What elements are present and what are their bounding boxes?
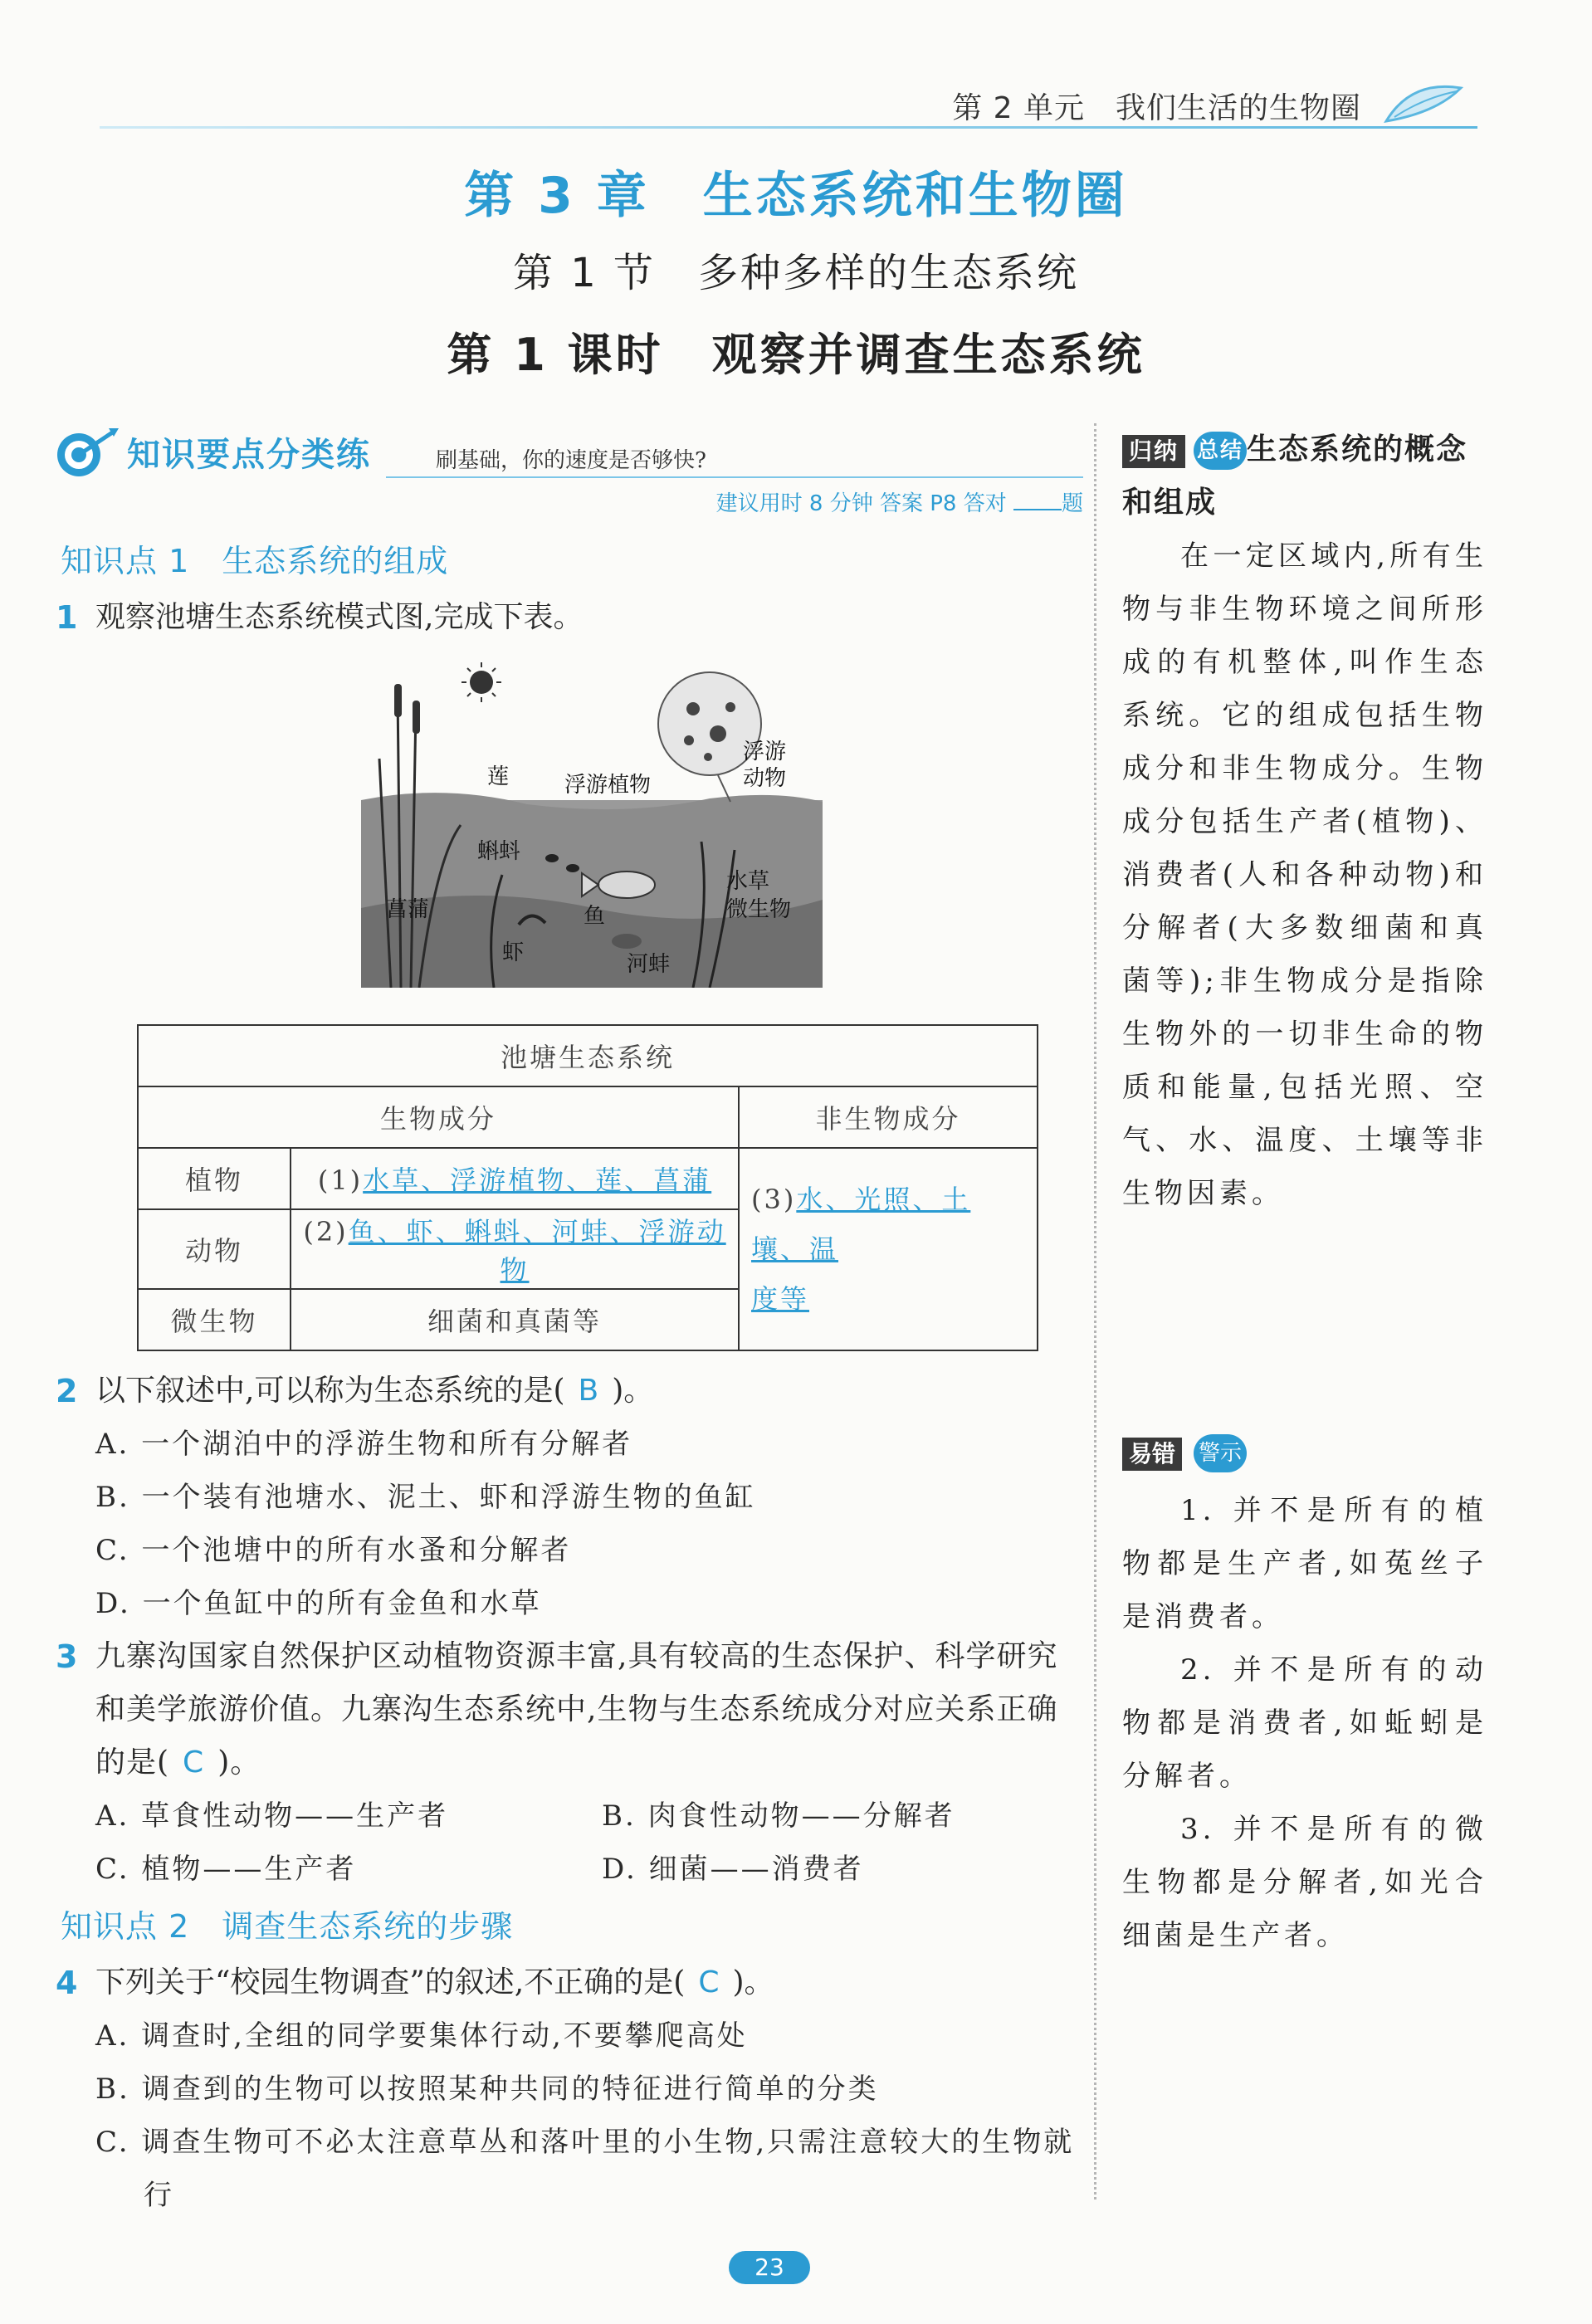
blank-prefix: (1) xyxy=(317,1164,364,1196)
table-row-label: 微生物 xyxy=(138,1289,291,1350)
running-header xyxy=(100,80,1477,129)
blank-prefix: (3) xyxy=(751,1184,797,1215)
summary-text: 在一定区域内,所有生物与非生物环境之间所形成的有机整体,叫作生态系统。它的组成包括生物成分和非生物成分。生物成分包括生产者(植物)、消费者(人和各种动物)和分解者(大多数细菌和真菌等);非生物成分是指除生物外的一切非生命的物质和能量,包括光照、空气、水、温度、土壤等非生物因素。 xyxy=(1122,540,1487,1210)
summary-tag-bubble: 总结 xyxy=(1194,432,1247,470)
option-a[interactable]: A. 草食性动物——生产者 xyxy=(95,1799,449,1833)
label-fish: 鱼 xyxy=(584,904,606,929)
score-blank[interactable] xyxy=(1013,509,1062,510)
mistake-tag-dark: 易错 xyxy=(1122,1438,1182,1471)
table-header: 池塘生态系统 xyxy=(138,1025,1038,1086)
option-b[interactable]: B. 调查到的生物可以按照某种共同的特征进行简单的分类 xyxy=(95,2073,879,2106)
answer-choice[interactable]: C xyxy=(698,1965,720,1999)
question-number: 3 xyxy=(56,1638,79,1675)
column-divider xyxy=(1094,423,1096,2200)
table-cell-microbes: 细菌和真菌等 xyxy=(291,1289,739,1350)
option-c[interactable]: C. 调查生物可不必太注意草丛和落叶里的小生物,只需注意较大的生物就行 xyxy=(95,2126,1075,2212)
page-number: 23 xyxy=(729,2251,810,2284)
question-stem: 观察池塘生态系统模式图,完成下表。 xyxy=(95,600,584,634)
summary-title-1: 生态系统的概念 xyxy=(1247,432,1468,466)
practice-meta-suffix: 题 xyxy=(1061,491,1083,516)
summary-tag xyxy=(1122,432,1247,470)
practice-slogan: 刷基础，你的速度是否够快? xyxy=(436,448,706,473)
table-col-biotic: 生物成分 xyxy=(138,1086,739,1148)
mistake-tag xyxy=(1122,1434,1247,1472)
option-c[interactable]: C. 一个池塘中的所有水蚤和分解者 xyxy=(95,1534,572,1567)
option-d[interactable]: D. 一个鱼缸中的所有金鱼和水草 xyxy=(95,1587,542,1620)
question-close: )。 xyxy=(612,1374,654,1408)
option-a[interactable]: A. 一个湖泊中的浮游生物和所有分解者 xyxy=(95,1428,633,1461)
label-plankton-animals-1: 浮游 xyxy=(743,740,787,764)
knowledge-point-2: 知识点 2 调查生态系统的步骤 xyxy=(61,1908,514,1945)
table-cell-plants[interactable] xyxy=(291,1148,739,1209)
header-rule xyxy=(100,126,1477,129)
blank-prefix: (2) xyxy=(303,1216,349,1247)
options-row xyxy=(54,1789,1083,1843)
options-row xyxy=(54,1843,1083,1896)
mistake-tag-bubble: 警示 xyxy=(1194,1434,1247,1472)
label-lotus: 莲 xyxy=(487,764,510,789)
question-stem: 下列关于“校园生物调查”的叙述,不正确的是( xyxy=(95,1965,686,1999)
sidebar xyxy=(1122,423,1487,1962)
unit-heading: 第 2 单元 我们生活的生物圈 xyxy=(952,91,1361,125)
question-close: )。 xyxy=(732,1965,774,1999)
mistake-item-2: 2. 并不是所有的动物都是消费者,如蚯蚓是分解者。 xyxy=(1122,1653,1487,1793)
practice-banner xyxy=(54,423,1083,481)
answer-choice[interactable]: B xyxy=(578,1374,599,1408)
question-number: 4 xyxy=(56,1965,78,2001)
pond-ecosystem-diagram xyxy=(361,659,823,988)
mistake-item-3: 3. 并不是所有的微生物都是分解者,如光合细菌是生产者。 xyxy=(1122,1813,1487,1952)
table-cell-abiotic[interactable] xyxy=(739,1148,1038,1350)
target-icon xyxy=(54,427,120,483)
question-2 xyxy=(54,1365,1083,1418)
question-4 xyxy=(54,1956,1083,2009)
option-b[interactable]: B. 一个装有池塘水、泥土、虾和浮游生物的鱼缸 xyxy=(95,1481,756,1514)
question-close: )。 xyxy=(217,1745,261,1780)
answer-choice[interactable]: C xyxy=(183,1745,205,1780)
practice-meta-text: 建议用时 8 分钟 答案 P8 答对 xyxy=(715,491,1007,516)
mistake-block xyxy=(1122,1434,1487,1962)
table-row-label: 植物 xyxy=(138,1148,291,1209)
summary-tag-dark: 归纳 xyxy=(1122,435,1185,468)
question-number: 2 xyxy=(56,1373,78,1409)
question-1 xyxy=(54,591,1083,644)
label-cattail: 菖蒲 xyxy=(386,897,430,922)
leaf-decoration-icon xyxy=(1378,80,1469,133)
answer-plants: 水草、浮游植物、莲、菖蒲 xyxy=(363,1164,712,1196)
label-tadpole: 蝌蚪 xyxy=(477,839,521,864)
option-b[interactable]: B. 肉食性动物——分解者 xyxy=(602,1799,955,1833)
section-title: 第 1 节 多种多样的生态系统 xyxy=(512,250,1080,296)
option-c[interactable]: C. 植物——生产者 xyxy=(95,1853,357,1886)
knowledge-point-1: 知识点 1 生态系统的组成 xyxy=(61,543,449,579)
summary-heading xyxy=(1122,423,1487,530)
answer-animals: 鱼、虾、蝌蚪、河蚌、浮游动物 xyxy=(348,1216,726,1286)
question-stem: 以下叙述中,可以称为生态系统的是( xyxy=(95,1374,565,1408)
table-row-label: 动物 xyxy=(138,1209,291,1289)
mistake-item-1: 1. 并不是所有的植物都是生产者,如菟丝子是消费者。 xyxy=(1122,1494,1487,1633)
summary-title-2: 和组成 xyxy=(1122,486,1218,520)
practice-meta xyxy=(54,486,1083,517)
question-number: 1 xyxy=(56,599,78,636)
label-plankton-plants: 浮游植物 xyxy=(564,773,652,798)
label-microbe: 微生物 xyxy=(726,897,792,922)
label-shrimp: 虾 xyxy=(502,940,525,965)
lesson-title: 第 1 课时 观察并调查生态系统 xyxy=(447,329,1145,381)
answer-abiotic-2: 度等 xyxy=(751,1283,810,1315)
table-col-abiotic: 非生物成分 xyxy=(739,1086,1038,1148)
banner-rule xyxy=(386,476,1083,478)
main-column xyxy=(54,423,1083,2222)
table-cell-animals[interactable] xyxy=(291,1209,739,1289)
mistake-heading xyxy=(1122,1434,1487,1484)
chapter-title: 第 3 章 生态系统和生物圈 xyxy=(464,167,1128,225)
practice-title: 知识要点分类练 xyxy=(127,436,371,474)
option-d[interactable]: D. 细菌——消费者 xyxy=(602,1853,864,1886)
pond-ecosystem-table xyxy=(137,1024,1038,1351)
question-stem: 九寨沟国家自然保护区动植物资源丰富,具有较高的生态保护、科学研究和美学旅游价值。九寨沟生态系统中,生物与生态系统成分对应关系正确的是( xyxy=(95,1639,1058,1780)
option-a[interactable]: A. 调查时,全组的同学要集体行动,不要攀爬高处 xyxy=(95,2019,748,2053)
answer-abiotic-1: 水、光照、土壤、温 xyxy=(751,1184,971,1265)
label-mussel: 河蚌 xyxy=(627,952,671,977)
question-3 xyxy=(54,1630,1083,1789)
label-waterweed: 水草 xyxy=(726,869,770,894)
label-plankton-animals-2: 动物 xyxy=(743,766,787,791)
